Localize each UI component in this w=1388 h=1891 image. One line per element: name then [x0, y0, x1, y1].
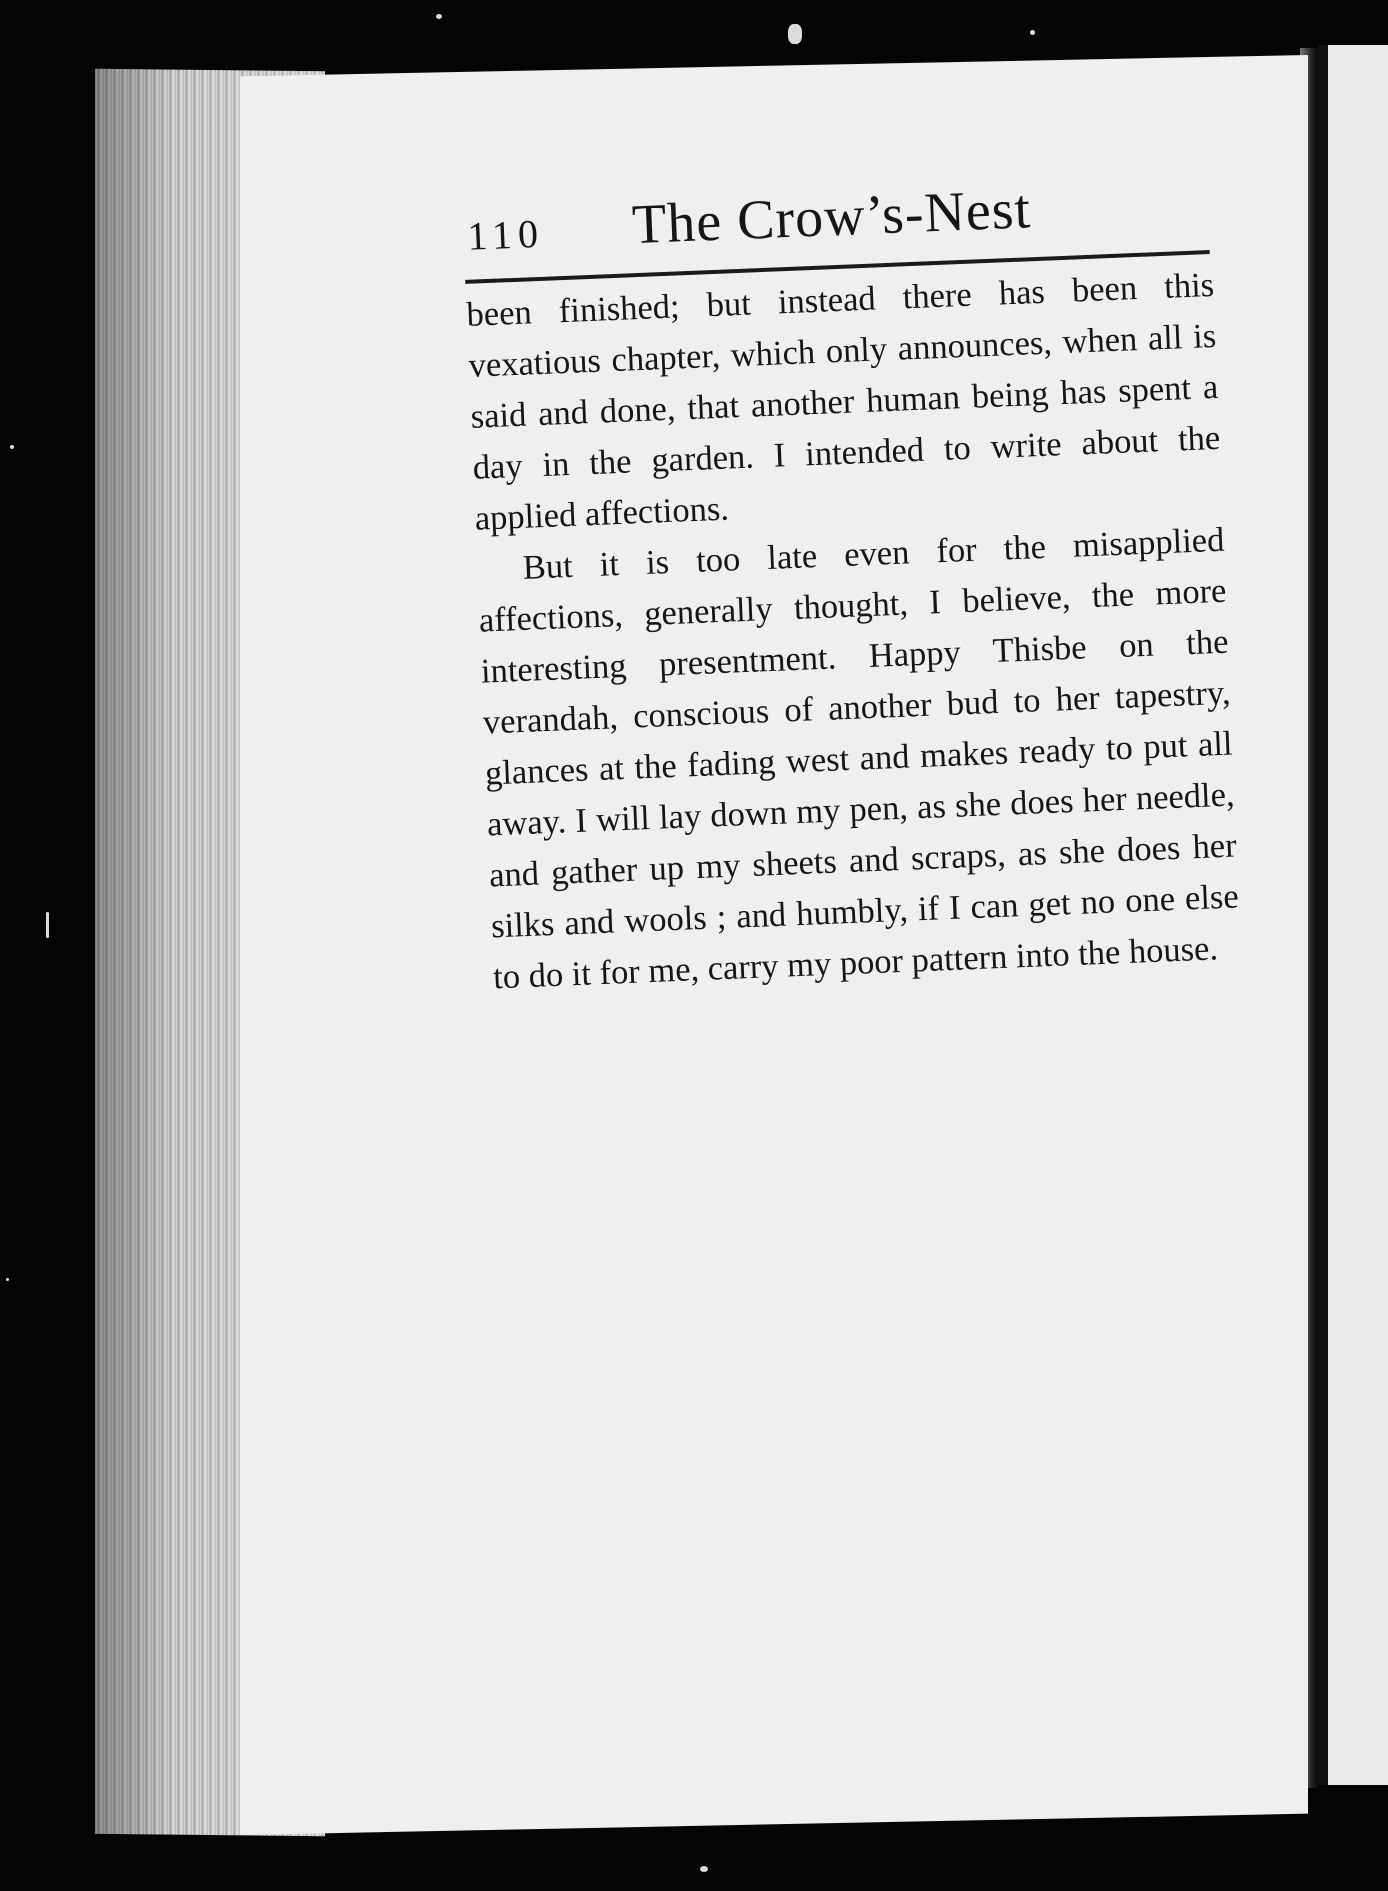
paragraph-1: been finished; but instead there has been this vexatious chapter, which only announces, when all is said and done, that another human being has spent a day in the garden. I intended to write about the applied affections.: [465, 265, 1221, 538]
facing-page: [1318, 45, 1388, 1785]
book-title: The Crow’s-Nest: [630, 178, 1033, 257]
page-number: 110: [466, 210, 545, 259]
paragraph-2: But it is too late even for the misapplied affections, generally thought, I believe, the more interesting presentment. Happy Thisbe on the verandah, conscious of another bud to her tapestry, glances at the fading west and makes ready to put all away. I will lay down my pen, as she does her needle, and gather up my sheets and scraps, as she does her silks and wools ; and humbly, if I can get no one else to do it for me, carry my poor pattern into the house.: [478, 520, 1240, 997]
text-block: [462, 169, 1254, 1003]
